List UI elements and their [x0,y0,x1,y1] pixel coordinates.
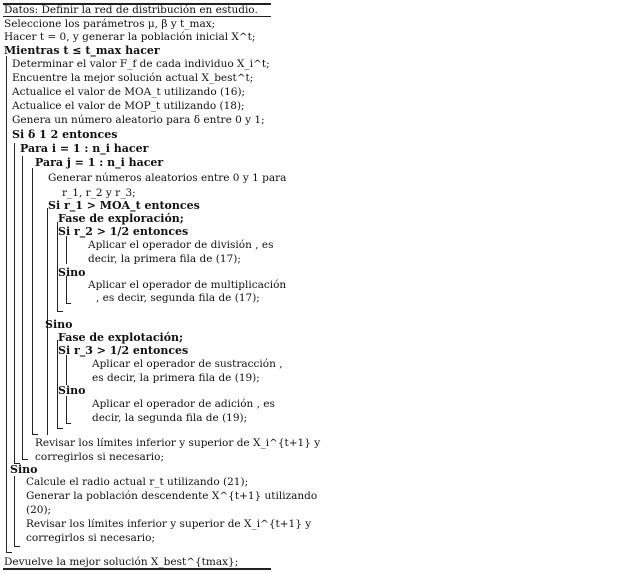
line-check-bounds-2: Revisar los límites inferior y superior de X_i^{t+1} y [26,518,312,530]
line-else-delta: Sino [10,463,38,476]
line-subtraction-ref: es decir, la primera fila de (19); [92,372,260,384]
line-update-mop: Actualice el valor de MOP_t utilizando (18); [12,100,245,112]
line-addition-op: Aplicar el operador de adición , es [92,398,275,410]
line-generate-offspring: Generar la población descendente X^{t+1} utilizando [26,490,318,502]
else-delta-block-foot [14,546,20,547]
while-block-line [6,56,7,553]
line-if-r1: Si r_1 > MOA_t entonces [48,199,200,212]
if-r2-line [66,236,67,264]
line-best-solution: Encuentre la mejor solución actual X_best^t; [12,72,254,84]
for-i-block-foot [22,459,28,460]
line-while: Mientras t ≤ t_max hacer [4,44,160,57]
line-r-values: r_1, r_2 y r_3; [62,187,136,199]
line-check-bounds-1: Revisar los límites inferior y superior de X_i^{t+1} y [35,437,321,449]
line-exploitation-phase: Fase de explotación; [58,331,184,344]
line-fitness: Determinar el valor F_f de cada individuo X_i^t; [12,58,270,70]
line-current-radius: Calcule el radio actual r_t utilizando (21); [26,476,249,488]
while-block-foot [6,552,12,553]
exploitation-block-foot [57,428,63,429]
line-multiplication-op: Aplicar el operador de multiplicación [88,279,287,291]
line-multiplication-ref: , es decir, segunda fila de (17); [96,292,260,304]
line-else-r1: Sino [45,318,73,331]
line-init-population: Hacer t = 0, y generar la población inicial X^t; [4,31,256,43]
line-division-ref: decir, la primera fila de (17); [88,253,241,265]
algorithm-header: Datos: Definir la red de distribución en estudio. [4,4,258,16]
for-j-block-line [32,168,33,435]
line-return-best: Devuelve la mejor solución X_best^{tmax}; [4,556,239,568]
else-delta-block-line [14,476,15,547]
line-if-r3: Si r_3 > 1/2 entonces [58,344,189,357]
exploration-block-foot [57,311,63,312]
line-else-r2: Sino [58,266,86,279]
line-update-moa: Actualice el valor de MOA_t utilizando (16); [12,86,246,98]
else-r3-foot [66,423,71,424]
line-select-params: Seleccione los parámetros μ, β y t_max; [4,18,216,30]
line-random-delta: Genera un número aleatorio para δ entre 0 y 1; [12,114,265,126]
line-if-r2: Si r_2 > 1/2 entonces [58,225,189,238]
line-exploration-phase: Fase de exploración; [58,212,184,225]
line-addition-ref: decir, la segunda fila de (19); [92,412,248,424]
line-if-delta: Si δ 1 2 entonces [12,128,118,141]
line-else-r3: Sino [58,384,86,397]
for-j-block-foot [32,434,38,435]
if-delta-block-line [14,143,15,464]
line-subtraction-op: Aplicar el operador de sustracción , [92,358,283,370]
line-correct-bounds-2: corregirlos si necesario; [26,532,155,544]
line-division-op: Aplicar el operador de división , es [88,239,274,251]
line-correct-bounds-1: corregirlos si necesario; [35,451,164,463]
else-r2-foot [66,303,71,304]
for-i-block-line [22,156,23,460]
else-r3-line [66,396,67,424]
line-offspring-ref: (20); [26,504,52,516]
else-r2-line [66,276,67,304]
line-for-j: Para j = 1 : n_i hacer [35,156,164,169]
line-for-i: Para i = 1 : n_i hacer [20,142,149,155]
line-generate-randoms: Generar números aleatorios entre 0 y 1 para [48,172,287,184]
if-r3-line [66,355,67,385]
